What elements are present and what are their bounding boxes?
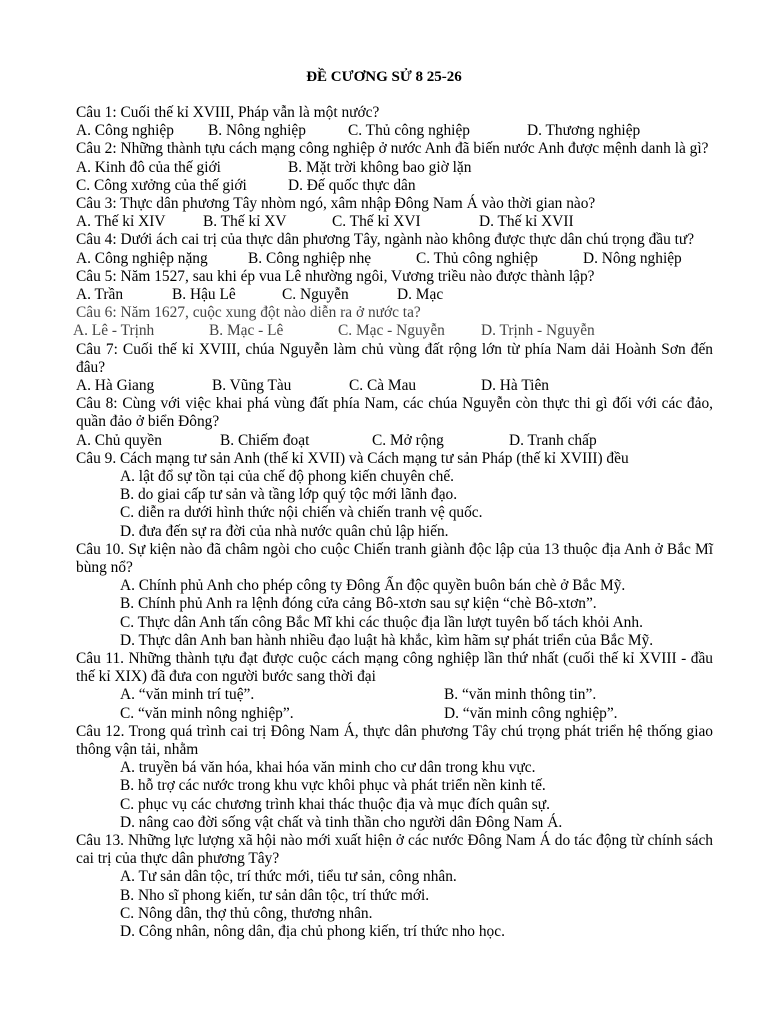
- option-b: B. Thế kỉ XV: [203, 213, 287, 231]
- option-a: A. Chính phủ Anh cho phép công ty Đông Ấn độc quyền buôn bán chè ở Bắc Mỹ.: [120, 577, 626, 595]
- options-row: [76, 159, 713, 177]
- question-12: Câu 12. Trong quá trình cai trị Đông Nam Á, thực dân phương Tây chú trọng phát triển hệ thống giao thông vận tải, nhằm: [76, 722, 713, 758]
- option-d: D. nâng cao đời sống vật chất và tinh thần cho người dân Đông Nam Á.: [120, 813, 563, 831]
- option-b: B. Mặt trời không bao giờ lặn: [288, 158, 472, 176]
- option-d: D. Tranh chấp: [509, 431, 597, 449]
- option-c: C. Mở rộng: [372, 431, 444, 449]
- option-b: B. Công nghiệp nhẹ: [248, 249, 372, 267]
- options-row: [76, 377, 713, 395]
- question-6: Câu 6: Năm 1627, cuộc xung đột nào diễn ra ở nước ta?: [76, 304, 421, 322]
- question-list: [73, 104, 713, 941]
- option-c: C. Thực dân Anh tấn công Bắc Mĩ khi các thuộc địa lần lượt tuyên bố tách khỏi Anh.: [120, 613, 643, 631]
- option-d: D. Đế quốc thực dân: [288, 176, 416, 194]
- option-a: A. Kinh đô của thế giới: [76, 158, 221, 176]
- option-d: D. Hà Tiên: [481, 376, 549, 394]
- option-a: A. Trần: [76, 285, 124, 303]
- option-a: A. Hà Giang: [76, 376, 155, 394]
- option-b: B. Chính phủ Anh ra lệnh đóng cửa cảng Bô-xtơn sau sự kiện “chè Bô-xtơn”.: [120, 595, 597, 613]
- option-a: A. truyền bá văn hóa, khai hóa văn minh cho cư dân trong khu vực.: [120, 759, 536, 777]
- option-a: A. Chủ quyền: [76, 431, 162, 449]
- question-10: Câu 10. Sự kiện nào đã châm ngòi cho cuộc Chiến tranh giành độc lập của 13 thuộc địa Anh ở Bắc Mĩ bùng nổ?: [76, 540, 713, 576]
- options-row: [76, 686, 713, 704]
- question-2: Câu 2: Những thành tựu cách mạng công nghiệp ở nước Anh đã biến nước Anh được mệnh danh là gì?: [76, 140, 709, 158]
- question-3: Câu 3: Thực dân phương Tây nhòm ngó, xâm nhập Đông Nam Á vào thời gian nào?: [76, 194, 596, 212]
- option-d: D. Thực dân Anh ban hành nhiều đạo luật hà khắc, kìm hãm sự phát triển của Bắc Mỹ.: [120, 631, 654, 649]
- option-c: C. Mạc - Nguyễn: [338, 322, 445, 340]
- document-title: ĐỀ CƯƠNG SỬ 8 25-26: [306, 69, 462, 85]
- option-c: C. phục vụ các chương trình khai thác thuộc địa và mục đích quân sự.: [120, 795, 550, 813]
- option-b: B. Chiếm đoạt: [220, 431, 310, 449]
- option-c: C. Thế kỉ XVI: [332, 213, 421, 231]
- option-a: A. Tư sản dân tộc, trí thức mới, tiểu tư sản, công nhân.: [120, 868, 457, 886]
- options-row: [76, 250, 713, 268]
- option-b: B. hỗ trợ các nước trong khu vực khôi phục và phát triển nền kinh tế.: [120, 777, 546, 795]
- options-row: [76, 286, 713, 304]
- option-c: C. Thủ công nghiệp: [348, 122, 470, 140]
- options-row: [76, 122, 713, 140]
- option-a: A. Công nghiệp: [76, 122, 174, 140]
- question-8: Câu 8: Cùng với việc khai phá vùng đất phía Nam, các chúa Nguyễn còn thực thi gì đối với các đảo, quần đảo ở biển Đông?: [76, 395, 713, 431]
- option-d: D. Thương nghiệp: [527, 122, 641, 140]
- option-a: A. Công nghiệp nặng: [76, 249, 208, 267]
- option-b: B. Hậu Lê: [172, 285, 236, 303]
- option-c: C. Nguyễn: [282, 285, 349, 303]
- options-row: [76, 432, 713, 450]
- option-d: D. Nông nghiệp: [583, 249, 682, 267]
- option-b: B. Nông nghiệp: [208, 122, 306, 140]
- option-c: C. Cà Mau: [349, 376, 417, 394]
- option-b: B. Vũng Tàu: [212, 376, 292, 394]
- option-a: A. Thế kỉ XIV: [76, 213, 166, 231]
- options-row: [73, 322, 713, 340]
- options-row: [76, 177, 713, 195]
- option-d: D. Mạc: [397, 285, 444, 303]
- question-13: Câu 13. Những lực lượng xã hội nào mới xuất hiện ở các nước Đông Nam Á do tác động từ chính sách cai trị của thực dân phương Tây?: [76, 831, 713, 868]
- option-d: D. đưa đến sự ra đời của nhà nước quân chủ lập hiến.: [120, 522, 449, 540]
- options-row: [76, 213, 713, 231]
- option-a: A. “văn minh trí tuệ”.: [120, 686, 255, 704]
- question-5: Câu 5: Năm 1527, sau khi ép vua Lê nhường ngôi, Vương triều nào được thành lập?: [76, 267, 595, 285]
- option-b: B. do giai cấp tư sản và tầng lớp quý tộc mới lãnh đạo.: [120, 486, 458, 504]
- option-a: A. lật đổ sự tồn tại của chế độ phong kiến chuyên chế.: [120, 467, 455, 485]
- question-9: Câu 9. Cách mạng tư sản Anh (thế kỉ XVII) và Cách mạng tư sản Pháp (thế kỉ XVIII) đều: [76, 449, 629, 467]
- question-7: Câu 7: Cuối thế kỉ XVIII, chúa Nguyễn làm chủ vùng đất rộng lớn từ phía Nam dải Hoành Sơn đến đâu?: [76, 340, 713, 376]
- options-row: [76, 705, 713, 723]
- option-d: D. Thế kỉ XVII: [479, 213, 574, 231]
- option-d: D. “văn minh công nghiệp”.: [444, 704, 618, 722]
- option-d: D. Công nhân, nông dân, địa chủ phong kiến, trí thức nho học.: [120, 922, 505, 940]
- option-c: C. “văn minh nông nghiệp”.: [120, 704, 294, 722]
- question-4: Câu 4: Dưới ách cai trị của thực dân phương Tây, ngành nào không được thực dân chú trọng đầu tư?: [76, 231, 695, 249]
- option-c: C. Thủ công nghiệp: [416, 249, 538, 267]
- option-c: C. diễn ra dưới hình thức nội chiến và chiến tranh vệ quốc.: [120, 504, 483, 522]
- option-a: A. Lê - Trịnh: [73, 322, 155, 340]
- question-1: Câu 1: Cuối thế kỉ XVIII, Pháp vẫn là một nước?: [76, 104, 380, 121]
- option-b: B. Mạc - Lê: [209, 322, 284, 340]
- option-d: D. Trịnh - Nguyễn: [481, 322, 595, 340]
- option-b: B. Nho sĩ phong kiến, tư sản dân tộc, trí thức mới.: [120, 886, 430, 904]
- option-c: C. Công xưởng của thế giới: [76, 176, 247, 194]
- option-b: B. “văn minh thông tin”.: [444, 686, 597, 704]
- question-11: Câu 11. Những thành tựu đạt được cuộc cách mạng công nghiệp lần thứ nhất (cuối thế kỉ XVIII - đầu thế kỉ XIX) đã đưa con người bước sang thời đại: [76, 649, 713, 686]
- option-c: C. Nông dân, thợ thủ công, thương nhân.: [120, 904, 373, 922]
